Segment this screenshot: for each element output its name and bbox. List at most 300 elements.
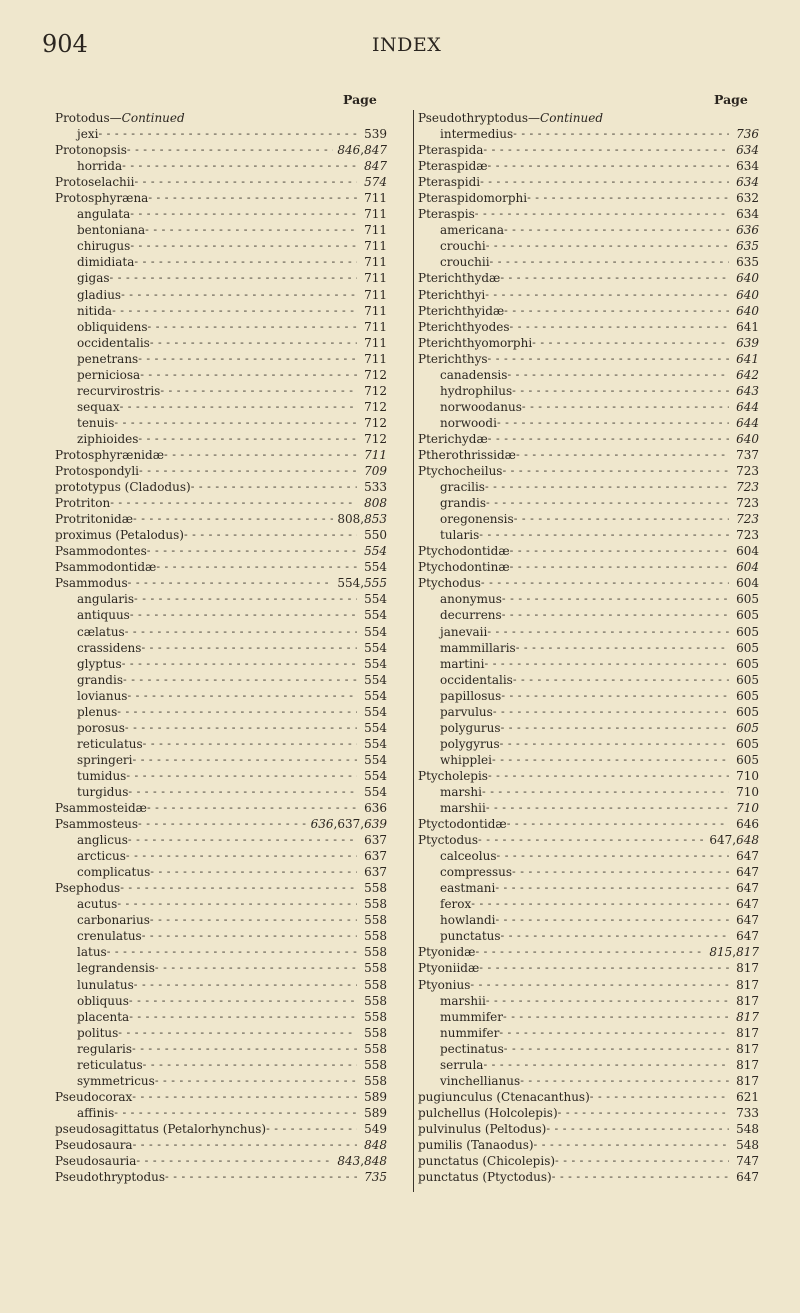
- page-ref: 605: [736, 608, 759, 623]
- entry-name: [418, 656, 485, 672]
- page-references: [357, 367, 387, 383]
- page-references: [729, 977, 759, 993]
- entry-name: [55, 736, 143, 752]
- page-ref: 558: [364, 961, 387, 976]
- entry-name: [55, 640, 141, 656]
- entry-term: Pteraspida: [418, 143, 484, 158]
- dot-leader: [121, 287, 357, 303]
- entry-name: [418, 977, 470, 993]
- page-ref: 605: [736, 640, 759, 655]
- dot-leader: [191, 479, 357, 495]
- index-entry: [418, 607, 759, 623]
- page-ref: 647: [736, 865, 759, 880]
- page-references: [357, 607, 387, 623]
- entry-term: decurrens: [440, 608, 502, 623]
- index-entry: [418, 447, 759, 463]
- index-entry: [418, 543, 759, 559]
- index-column-left: [55, 110, 387, 1185]
- entry-term: turgidus: [77, 784, 129, 799]
- entry-name: [418, 431, 488, 447]
- dot-leader: [510, 543, 729, 559]
- entry-name: [55, 864, 150, 880]
- entry-term: Ptychodontidæ: [418, 544, 510, 559]
- entry-term: canadensis: [440, 367, 508, 382]
- index-entry: [418, 1009, 759, 1025]
- entry-term: Protosphyræna: [55, 191, 149, 206]
- entry-name: [418, 319, 510, 335]
- dot-leader: [470, 977, 729, 993]
- dot-leader: [130, 607, 357, 623]
- dot-leader: [140, 367, 357, 383]
- page-ref: 554: [364, 784, 387, 799]
- index-entry: [418, 864, 759, 880]
- dot-leader: [142, 928, 357, 944]
- entry-term: serrula: [440, 1057, 484, 1072]
- entry-name: [418, 768, 488, 784]
- page-references: [729, 640, 759, 656]
- entry-term: pulvinulus (Peltodus): [418, 1121, 547, 1136]
- entry-name: [418, 367, 507, 383]
- page-ref: 735: [364, 1170, 387, 1185]
- index-entry: [55, 880, 387, 896]
- dot-leader: [125, 624, 357, 640]
- entry-name: [418, 607, 502, 623]
- page-references: [357, 752, 387, 768]
- page-ref: 710: [736, 784, 759, 799]
- page-ref: 636: [364, 801, 387, 816]
- entry-term: perniciosa: [77, 367, 141, 382]
- page-references: [357, 431, 387, 447]
- entry-name: [55, 1025, 118, 1041]
- entry-name: [418, 1169, 552, 1185]
- index-entry: [55, 174, 387, 190]
- dot-leader: [501, 928, 729, 944]
- page-ref: 817: [736, 977, 759, 992]
- entry-name: [55, 720, 125, 736]
- page-references: [729, 1169, 759, 1185]
- page-ref: 554: [364, 656, 387, 671]
- page-references: [357, 238, 387, 254]
- index-entry: [55, 1089, 387, 1105]
- index-entry: [418, 848, 759, 864]
- entry-term: plenus: [77, 704, 118, 719]
- page-ref: 533: [364, 480, 387, 495]
- entry-name: [418, 254, 490, 270]
- dot-leader: [514, 511, 729, 527]
- index-entry: [55, 158, 387, 174]
- page-ref: 550: [364, 528, 387, 543]
- dot-leader: [130, 206, 357, 222]
- index-entry: [55, 1169, 387, 1185]
- entry-name: [418, 415, 497, 431]
- dot-leader: [497, 415, 729, 431]
- entry-term: ziphioides: [77, 431, 139, 446]
- dot-leader: [503, 1009, 729, 1025]
- dot-leader: [507, 367, 729, 383]
- entry-term: Psammodontidæ: [55, 560, 157, 575]
- entry-term: Ptyonius: [418, 977, 471, 992]
- page-ref: 554: [364, 624, 387, 639]
- page-ref: 647: [736, 849, 759, 864]
- dot-leader: [502, 607, 729, 623]
- page-references: [729, 960, 759, 976]
- entry-name: [418, 752, 492, 768]
- dot-leader: [160, 383, 357, 399]
- dot-leader: [117, 704, 357, 720]
- page-ref: 712: [364, 367, 387, 382]
- entry-term: pugiunculus (Ctenacanthus): [418, 1089, 590, 1104]
- page-references: [357, 1025, 387, 1041]
- page-ref: 711: [364, 335, 387, 350]
- entry-name: [55, 1089, 132, 1105]
- page-ref: 647: [736, 913, 759, 928]
- page-ref: 647: [736, 929, 759, 944]
- index-entry: [55, 1041, 387, 1057]
- index-entry: [55, 1121, 387, 1137]
- dot-leader: [129, 993, 357, 1009]
- index-entry: [418, 174, 759, 190]
- dot-leader: [114, 1105, 357, 1121]
- page-references: [357, 1041, 387, 1057]
- page-references: [729, 704, 759, 720]
- page-ref: 711: [364, 351, 387, 366]
- page-references: [729, 880, 759, 896]
- index-entry: [55, 1153, 387, 1169]
- page-ref: 634: [736, 175, 759, 190]
- index-entry: [55, 832, 387, 848]
- dot-leader: [130, 238, 357, 254]
- entry-name: [418, 736, 500, 752]
- index-entry: [418, 1105, 759, 1121]
- dot-leader: [110, 270, 357, 286]
- entry-term: crassidens: [77, 640, 142, 655]
- index-entry: [55, 270, 387, 286]
- page-references: [729, 784, 759, 800]
- page-ref: 605: [736, 624, 759, 639]
- dot-leader: [141, 640, 357, 656]
- entry-name: [418, 543, 510, 559]
- dot-leader: [485, 287, 729, 303]
- page-references: [357, 1073, 387, 1089]
- entry-term: acutus: [77, 897, 118, 912]
- page-references: [729, 463, 759, 479]
- entry-term: parvulus: [440, 704, 493, 719]
- dot-leader: [127, 142, 333, 158]
- index-entry: [418, 928, 759, 944]
- dot-leader: [483, 142, 729, 158]
- dot-leader: [126, 768, 357, 784]
- index-entry: [418, 1073, 759, 1089]
- entry-name: [55, 960, 155, 976]
- entry-name: [55, 848, 126, 864]
- page-ref: 815: [709, 945, 733, 960]
- page-references: [729, 928, 759, 944]
- page-ref: 637: [364, 865, 387, 880]
- page-references: [357, 126, 387, 142]
- entry-name: [55, 222, 145, 238]
- entry-term: latus: [77, 945, 107, 960]
- entry-term: polygurus: [440, 720, 501, 735]
- page-references: [357, 656, 387, 672]
- entry-term: Protritonidæ: [55, 512, 134, 527]
- entry-name: [418, 1025, 499, 1041]
- page-references: [729, 158, 759, 174]
- entry-name: [418, 1041, 504, 1057]
- entry-name: [418, 559, 510, 575]
- entry-term: Psephodus: [55, 881, 121, 896]
- dot-leader: [120, 399, 357, 415]
- page-ref: 817: [736, 961, 759, 976]
- dot-leader: [504, 303, 729, 319]
- page-references: [357, 672, 387, 688]
- entry-term: pumilis (Tanaodus): [418, 1138, 534, 1152]
- entry-term: arcticus: [77, 849, 126, 864]
- index-entry: [418, 896, 759, 912]
- index-entry: [418, 720, 759, 736]
- page-ref: 642: [736, 367, 759, 382]
- page-ref: 723: [736, 480, 759, 495]
- entry-name: [418, 832, 478, 848]
- page-ref: 711: [364, 191, 387, 206]
- page-references: [729, 222, 759, 238]
- page-ref: 817: [736, 1025, 759, 1040]
- index-entry: [418, 1169, 759, 1185]
- page-ref: 710: [736, 801, 759, 816]
- page-references: [729, 543, 759, 559]
- page-ref: 847: [364, 159, 387, 174]
- entry-name: [55, 880, 120, 896]
- dot-leader: [147, 543, 357, 559]
- page-ref: 605: [736, 672, 759, 687]
- index-entry: [55, 222, 387, 238]
- dot-leader: [512, 383, 729, 399]
- page-ref: 637: [364, 833, 387, 848]
- index-entry: [418, 222, 759, 238]
- index-entry: [55, 399, 387, 415]
- index-entry: [55, 1025, 387, 1041]
- entry-name: [55, 784, 128, 800]
- entry-term: Psammosteidæ: [55, 801, 147, 816]
- index-entry: [418, 704, 759, 720]
- page-column-heading-left: Page: [343, 92, 377, 107]
- entry-name: [418, 784, 482, 800]
- entry-name: [55, 1057, 143, 1073]
- entry-term: crouchi: [440, 239, 486, 254]
- page-references: [729, 1105, 759, 1121]
- dot-leader: [480, 174, 729, 190]
- index-entry: [418, 736, 759, 752]
- index-entry: [418, 977, 759, 993]
- page-references: [357, 944, 387, 960]
- index-entry: [55, 1105, 387, 1121]
- page-ref: 554: [364, 736, 387, 751]
- entry-term: Psammodontes: [55, 544, 147, 559]
- page-ref: 634: [736, 143, 759, 158]
- entry-term: calceolus: [440, 849, 497, 864]
- entry-name: [55, 415, 114, 431]
- entry-name: [55, 190, 148, 206]
- entry-term: complicatus: [77, 865, 151, 880]
- dot-leader: [133, 1137, 357, 1153]
- index-entry: [55, 110, 387, 126]
- page-ref: 643: [736, 383, 759, 398]
- entry-name: [418, 624, 487, 640]
- dot-leader: [495, 912, 729, 928]
- dot-leader: [129, 1009, 357, 1025]
- dot-leader: [118, 1025, 357, 1041]
- entry-term: punctatus (Ptyctodus): [418, 1170, 552, 1185]
- entry-term: crouchii: [440, 255, 490, 270]
- dot-leader: [510, 559, 729, 575]
- entry-name: [55, 928, 142, 944]
- page-ref: 554: [364, 720, 387, 735]
- entry-term: jexi: [77, 127, 99, 142]
- page-ref: 635: [736, 239, 759, 254]
- entry-name: [55, 832, 128, 848]
- dot-leader: [513, 126, 729, 142]
- page-references: [729, 447, 759, 463]
- index-entry: [55, 1009, 387, 1025]
- page-ref: 637: [364, 849, 387, 864]
- page-references: [729, 768, 759, 784]
- page-ref: 846: [337, 143, 361, 158]
- page-references: [357, 993, 387, 1009]
- entry-name: [418, 142, 483, 158]
- dot-leader: [107, 944, 357, 960]
- dot-leader: [145, 222, 357, 238]
- entry-name: [418, 704, 493, 720]
- page-references: [729, 656, 759, 672]
- dot-leader: [136, 1153, 333, 1169]
- entry-name: [418, 1057, 483, 1073]
- entry-term: Pteraspidæ: [418, 159, 488, 174]
- dot-leader: [128, 784, 357, 800]
- entry-term: nummifer: [440, 1025, 500, 1040]
- page-ref: 558: [364, 945, 387, 960]
- index-entry: [418, 367, 759, 383]
- page-ref: 647: [709, 833, 733, 848]
- page-ref: 817: [736, 1009, 759, 1024]
- entry-name: [418, 303, 504, 319]
- page-number: 904: [42, 30, 88, 58]
- page-references: [729, 431, 759, 447]
- index-entry: [55, 206, 387, 222]
- entry-name: [418, 527, 479, 543]
- entry-term: norwoodi: [440, 415, 497, 430]
- entry-term: marshi: [440, 784, 482, 799]
- index-entry: [418, 383, 759, 399]
- entry-name: [55, 1153, 136, 1169]
- index-entry: [418, 431, 759, 447]
- index-entry: [418, 399, 759, 415]
- entry-name: [55, 559, 156, 575]
- dot-leader: [184, 527, 357, 543]
- page-references: 636,637,639: [310, 817, 387, 832]
- page-references: [357, 222, 387, 238]
- page-ref: 641: [736, 319, 759, 334]
- page-ref: 605: [736, 592, 759, 607]
- dot-leader: [475, 944, 705, 960]
- dot-leader: [504, 1041, 729, 1057]
- index-entry: [418, 206, 759, 222]
- entry-term: porosus: [77, 720, 125, 735]
- dot-leader: [522, 399, 729, 415]
- entry-term: Protosphyrænidæ: [55, 447, 164, 462]
- page-ref: 640: [736, 431, 759, 446]
- entry-term: grandis: [440, 496, 486, 511]
- dot-leader: [507, 816, 729, 832]
- dot-leader: [110, 495, 357, 511]
- entry-term: martini: [440, 656, 485, 671]
- entry-name: [418, 1137, 534, 1153]
- page-ref: 711: [364, 287, 387, 302]
- index-entry: [55, 688, 387, 704]
- entry-term: papillosus: [440, 688, 502, 703]
- entry-term: Ptychodus: [418, 576, 481, 591]
- entry-term: norwoodanus: [440, 399, 522, 414]
- index-entry: [55, 1057, 387, 1073]
- index-entry: [55, 254, 387, 270]
- dot-leader: [500, 270, 729, 286]
- page-ref: 549: [364, 1121, 387, 1136]
- index-entry: [55, 800, 387, 816]
- entry-term: Protriton: [55, 496, 111, 511]
- page-ref: 558: [364, 1025, 387, 1040]
- column-divider: [413, 110, 414, 1192]
- dot-leader: [500, 736, 729, 752]
- dot-leader: [520, 1073, 729, 1089]
- dot-leader: [483, 1057, 729, 1073]
- index-entry: [55, 575, 387, 591]
- dot-leader: [479, 527, 729, 543]
- entry-term: sequax: [77, 399, 120, 414]
- page-references: [729, 287, 759, 303]
- entry-term: Pterichthyomorphi: [418, 335, 533, 350]
- page-references: [729, 1009, 759, 1025]
- page-ref: 589: [364, 1089, 387, 1104]
- entry-name: [55, 896, 117, 912]
- entry-name: [55, 816, 138, 832]
- entry-term: Pterichthyodes: [418, 319, 510, 334]
- page-ref: 589: [364, 1105, 387, 1120]
- page-references: [357, 270, 387, 286]
- dot-leader: [134, 977, 357, 993]
- index-entry: [418, 238, 759, 254]
- entry-term: cælatus: [77, 624, 125, 639]
- page-ref: 636: [736, 223, 759, 238]
- index-entry: [418, 816, 759, 832]
- page-references: [357, 206, 387, 222]
- dot-leader: [555, 1153, 729, 1169]
- page-references: [729, 254, 759, 270]
- dot-leader: [138, 351, 357, 367]
- entry-term: Pterichthys: [418, 351, 488, 366]
- index-entry: [418, 640, 759, 656]
- entry-term: dimidiata: [77, 255, 135, 270]
- page-references: [729, 720, 759, 736]
- page-references: [357, 832, 387, 848]
- page-references: 846,847: [337, 143, 387, 158]
- index-entry: [418, 254, 759, 270]
- page-ref: 644: [736, 399, 759, 414]
- index-entry: [418, 768, 759, 784]
- dot-leader: [490, 254, 729, 270]
- entry-term: howlandi: [440, 913, 496, 928]
- page-references: [357, 688, 387, 704]
- entry-term: chirugus: [77, 239, 131, 254]
- page-references: [729, 688, 759, 704]
- page-ref: 558: [364, 881, 387, 896]
